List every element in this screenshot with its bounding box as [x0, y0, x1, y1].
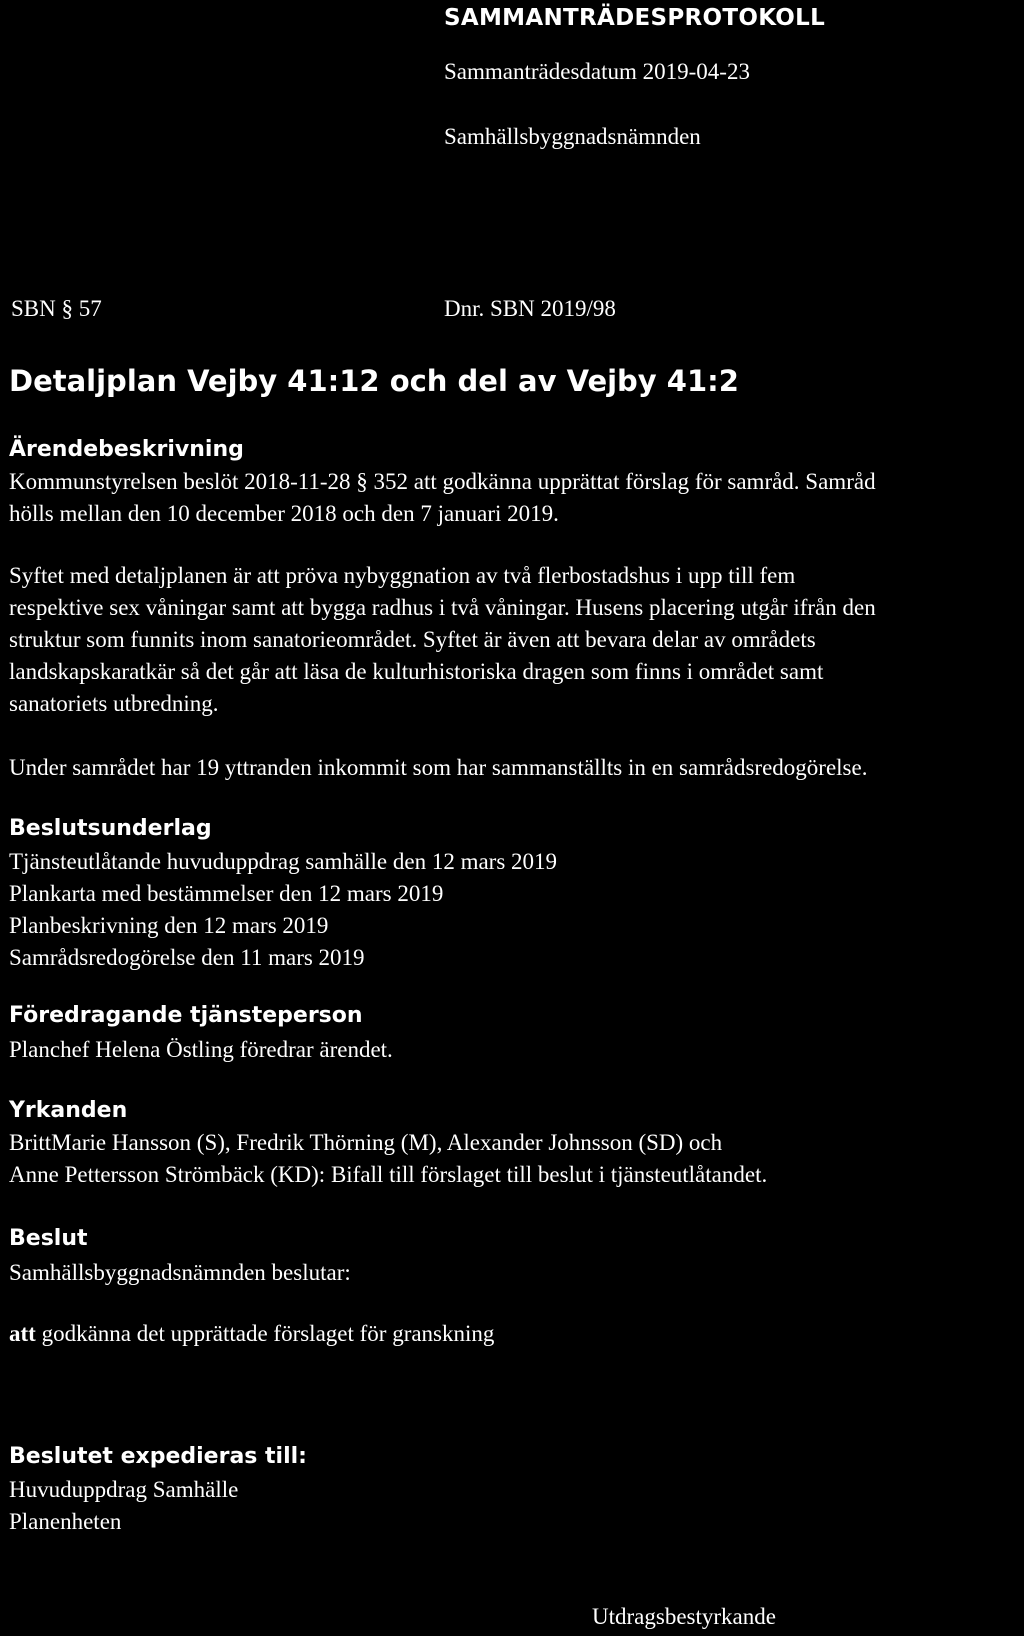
section-heading-expedieras: Beslutet expedieras till: — [9, 1444, 307, 1469]
list-item: Samrådsredogörelse den 11 mars 2019 — [9, 945, 365, 970]
text-line — [9, 1318, 1019, 1350]
description-paragraph-2 — [9, 560, 1019, 720]
text-line: Kommunstyrelsen beslöt 2018-11-28 § 352 att godkänna upprättat förslag för samråd. Samråd — [9, 469, 876, 494]
committee-name: Samhällsbyggnadsnämnden — [444, 124, 701, 149]
list-item: Plankarta med bestämmelser den 12 mars 2019 — [9, 881, 444, 906]
text-line: Samhällsbyggnadsnämnden beslutar: — [9, 1260, 351, 1285]
certification-label: Utdragsbestyrkande — [592, 1604, 776, 1629]
section-heading-yrkanden: Yrkanden — [9, 1098, 128, 1123]
motions-text — [9, 1127, 1019, 1191]
case-heading: Detaljplan Vejby 41:12 och del av Vejby 41:2 — [9, 364, 739, 398]
list-item: Huvuduppdrag Samhälle — [9, 1477, 239, 1502]
list-item: Tjänsteutlåtande huvuduppdrag samhälle den 12 mars 2019 — [9, 849, 558, 874]
text-line: BrittMarie Hansson (S), Fredrik Thörning (M), Alexander Johnsson (SD) och — [9, 1130, 723, 1155]
text-line: respektive sex våningar samt att bygga radhus i två våningar. Husens placering utgår ifrån den — [9, 595, 876, 620]
case-paragraph-number: SBN § 57 — [11, 296, 102, 321]
decision-intro — [9, 1257, 1019, 1289]
meeting-date: Sammanträdesdatum 2019-04-23 — [444, 59, 750, 84]
recipients-list — [9, 1474, 1019, 1538]
text-line: Planchef Helena Östling föredrar ärendet. — [9, 1037, 393, 1062]
section-heading-beslutsunderlag: Beslutsunderlag — [9, 816, 212, 841]
text-line: Under samrådet har 19 yttranden inkommit som har sammanställts in en samrådsredogörelse. — [9, 755, 868, 780]
text-line: Anne Pettersson Strömbäck (KD): Bifall till förslaget till beslut i tjänsteutlåtandet. — [9, 1162, 768, 1187]
list-item: Planenheten — [9, 1509, 122, 1534]
list-item: Planbeskrivning den 12 mars 2019 — [9, 913, 329, 938]
text-line: landskapskaratkär så det går att läsa de kulturhistoriska dragen som finns i området samt — [9, 659, 824, 684]
section-heading-arendebeskrivning: Ärendebeskrivning — [9, 437, 244, 462]
text-line: hölls mellan den 10 december 2018 och den 7 januari 2019. — [9, 501, 559, 526]
description-paragraph-3 — [9, 752, 1019, 784]
diary-number: Dnr. SBN 2019/98 — [444, 296, 616, 321]
section-heading-beslut: Beslut — [9, 1226, 88, 1251]
description-paragraph-1 — [9, 466, 1019, 530]
decision-basis-list — [9, 846, 1019, 974]
text-line: Syftet med detaljplanen är att pröva nybyggnation av två flerbostadshus i upp till fem — [9, 563, 796, 588]
text-line: struktur som funnits inom sanatorieområdet. Syftet är även att bevara delar av områdets — [9, 627, 816, 652]
presenter-text — [9, 1034, 1019, 1066]
text-line: sanatoriets utbredning. — [9, 691, 219, 716]
document-title: SAMMANTRÄDESPROTOKOLL — [444, 5, 826, 31]
att-keyword: att — [9, 1321, 36, 1346]
decision-clause-text: godkänna det upprättade förslaget för granskning — [41, 1321, 495, 1346]
section-heading-foredragande: Föredragande tjänsteperson — [9, 1003, 363, 1028]
decision-clause — [9, 1318, 1019, 1350]
